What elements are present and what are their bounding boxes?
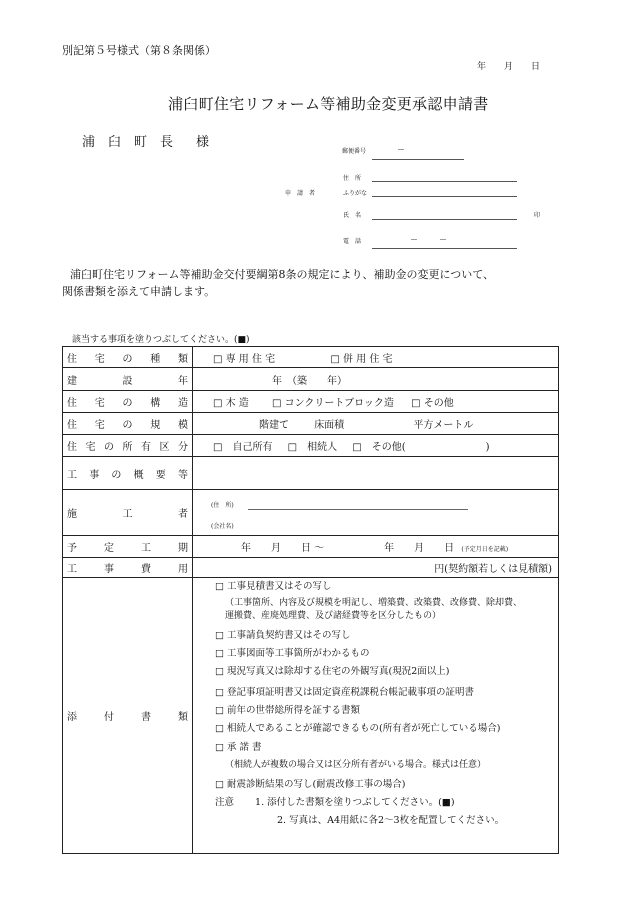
checkbox-heir[interactable]: □ 相続人 (287, 442, 338, 453)
consent-detail: （相続人が複数の場合又は区分所有者がいる場合。様式は任意） (225, 760, 487, 770)
checkbox-wooden[interactable]: □ 木 造 (213, 398, 249, 409)
row-scale (63, 413, 559, 435)
row-contractor (63, 490, 559, 536)
phone-dash-1: ― (411, 236, 417, 243)
attachments-cell (193, 578, 559, 854)
postal-code-label: 郵便番号 (342, 148, 367, 155)
application-form-table (62, 346, 559, 854)
work-overview-cell[interactable] (193, 457, 559, 490)
row-label (63, 347, 193, 368)
ownership-cell (193, 435, 559, 457)
structure-label: 住 宅 の 構 造 (67, 398, 188, 409)
date-field: 年 月 日 (477, 62, 541, 72)
house-type-label: 住 宅 の 種 類 (67, 353, 188, 365)
address-line[interactable] (372, 181, 517, 182)
checkbox-registry[interactable]: □ 登記事項証明書又は固定資産税課税台帳記載事項の証明書 (215, 687, 474, 698)
addressee-honorific: 様 (196, 135, 210, 150)
construction-year-value: 年 （築 年） (272, 375, 347, 387)
checkbox-contract[interactable]: □ 工事請負契約書又はその写し (215, 630, 351, 641)
scale-label: 住 宅 の 規 模 (67, 420, 188, 431)
row-attachments (63, 578, 559, 854)
checkbox-combined-house[interactable]: □ 併 用 住 宅 (330, 353, 393, 365)
row-structure (63, 391, 559, 413)
checkbox-estimate[interactable]: □ 工事見積書又はその写し (215, 581, 332, 592)
cost-unit: 円(契約額若しくは見積額) (434, 564, 552, 575)
row-construction-year (63, 368, 559, 391)
document-title: 浦臼町住宅リフォーム等補助金変更承認申請書 (168, 95, 489, 113)
schedule-label: 予 定 工 期 (67, 543, 188, 554)
furigana-line[interactable] (372, 196, 517, 197)
note-2: 2. 写真は、A4用紙に各2～3枚を配置してください。 (277, 815, 505, 826)
phone-label: 電 話 (343, 238, 362, 245)
body-text-line2: 関係書類を添えて申請します。 (62, 285, 216, 298)
schedule-note: (予定月日を記載) (461, 546, 509, 553)
instruction-text: 該当する事項を塗りつぶしてください。(■) (72, 335, 250, 345)
checkbox-seismic[interactable]: □ 耐震診断結果の写し(耐震改修工事の場合) (215, 779, 406, 790)
checkbox-income[interactable]: □ 前年の世帯総所得を証する書類 (215, 705, 360, 716)
seal-mark: 印 (534, 212, 541, 219)
construction-year-label: 建 設 年 (67, 375, 188, 387)
contractor-address-line[interactable] (248, 509, 468, 510)
ownership-label: 住 宅 の 所 有 区 分 (67, 442, 188, 453)
schedule-cell[interactable] (193, 536, 559, 558)
furigana-label: ふりがな (343, 190, 368, 197)
contractor-cell[interactable] (193, 490, 559, 536)
structure-cell (193, 391, 559, 413)
checkbox-drawings[interactable]: □ 工事図面等工事箇所がわかるもの (215, 648, 370, 659)
applicant-label: 申 請 者 (285, 190, 316, 197)
checkbox-photos[interactable]: □ 現況写真又は除却する住宅の外観写真(現況2面以上) (215, 666, 450, 677)
attachments-label: 添 付 書 類 (67, 712, 188, 723)
cost-label: 工 事 費 用 (67, 564, 188, 575)
work-overview-label: 工 事 の 概 要 等 (67, 469, 188, 481)
floors-unit: 階建て (259, 420, 289, 431)
checkbox-self-owned[interactable]: □ 自己所有 (213, 442, 273, 453)
checkbox-other-owner[interactable]: □ その他( ) (352, 442, 490, 453)
row-ownership (63, 435, 559, 457)
house-type-cell (193, 347, 559, 368)
postal-code-line[interactable] (372, 159, 464, 160)
name-line[interactable] (372, 219, 517, 220)
floor-area-label: 床面積 (314, 420, 345, 431)
postal-code-dash: ― (398, 146, 404, 153)
note-line-1 (197, 798, 554, 816)
contractor-label: 施 工 者 (67, 509, 188, 520)
body-text-line1: 浦臼町住宅リフォーム等補助金交付要綱第8条の規定により、補助金の変更について、 (70, 268, 495, 281)
schedule-value: 年 月 日 ～ 年 月 日 (241, 543, 455, 554)
contractor-address-label: (住 所) (211, 502, 234, 509)
scale-cell[interactable] (193, 413, 559, 435)
contractor-company-label: (会社名) (211, 523, 234, 530)
note-label: 注意 (215, 797, 235, 808)
address-label: 住 所 (343, 175, 362, 182)
square-meter-unit: 平方メートル (413, 420, 474, 431)
estimate-detail-2: 運搬費、産廃処理費、及び諸経費等を区分したもの） (225, 611, 442, 621)
row-schedule (63, 536, 559, 558)
form-number: 別記第５号様式（第８条関係） (62, 44, 216, 57)
phone-line[interactable] (372, 248, 517, 249)
row-work-overview (63, 457, 559, 490)
row-cost (63, 558, 559, 578)
checkbox-consent[interactable]: □ 承 諾 書 (215, 742, 262, 753)
cost-cell[interactable] (193, 558, 559, 578)
row-house-type (63, 347, 559, 368)
name-label: 氏 名 (343, 212, 362, 219)
note-1: 1. 添付した書類を塗りつぶしてください。(■) (255, 797, 455, 808)
addressee: 浦 臼 町 長 (82, 135, 174, 150)
construction-year-cell[interactable] (193, 368, 559, 391)
estimate-detail-1: （工事箇所、内容及び規模を明記し、増築費、改築費、改修費、除却費、 (225, 598, 523, 608)
checkbox-other-structure[interactable]: □ その他 (411, 398, 454, 409)
phone-dash-2: ― (440, 236, 446, 243)
checkbox-concrete-block[interactable]: □ コンクリートブロック造 (272, 398, 394, 409)
checkbox-dedicated-house[interactable]: □ 専 用 住 宅 (213, 353, 276, 365)
checkbox-heir-proof[interactable]: □ 相続人であることが確認できるもの(所有者が死亡している場合) (215, 723, 501, 734)
